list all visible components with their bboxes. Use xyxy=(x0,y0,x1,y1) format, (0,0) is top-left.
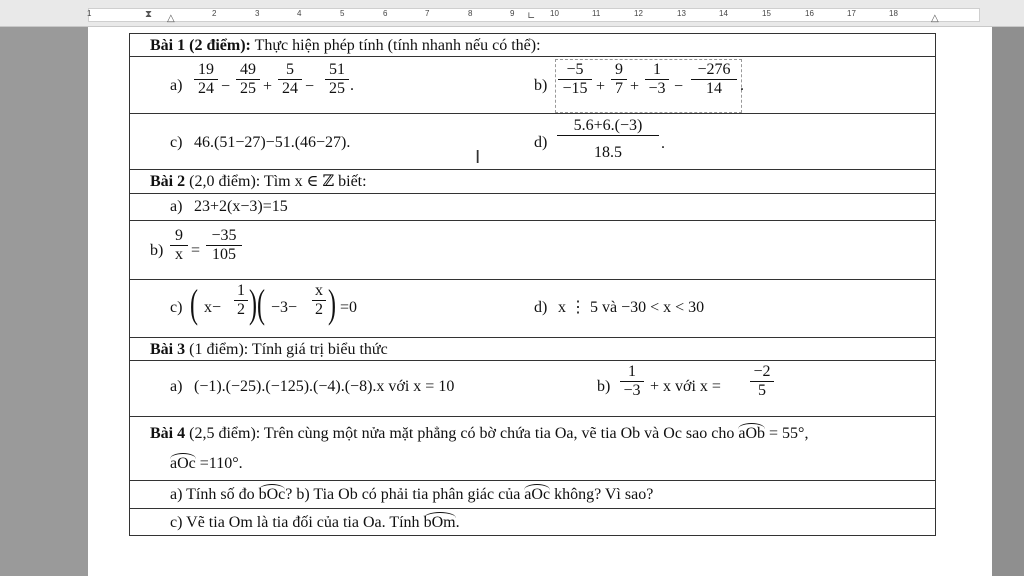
numerator: 19 xyxy=(194,61,218,80)
denominator: 5 xyxy=(758,382,766,399)
denominator: −3 xyxy=(648,80,666,97)
question-b: ? b) Tia Ob có phải tia phân giác của xyxy=(285,486,521,503)
ruler-number: 12 xyxy=(634,9,643,18)
text-cursor-icon: I xyxy=(475,147,481,168)
bai4-line2 xyxy=(170,455,243,473)
table-row xyxy=(129,33,936,56)
numerator: 49 xyxy=(236,61,260,80)
ruler-number: 15 xyxy=(762,9,771,18)
right-indent-icon[interactable]: △ xyxy=(931,13,939,24)
expression-part: x− xyxy=(204,299,222,316)
ruler-number: 2 xyxy=(212,9,217,18)
bai4-line1 xyxy=(150,425,808,443)
label-a: a) xyxy=(170,77,183,94)
paren-left: ( xyxy=(257,281,265,326)
numerator: −2 xyxy=(750,363,774,382)
label-c: c) xyxy=(170,299,183,316)
bai2-header xyxy=(150,173,367,191)
ruler-number: 17 xyxy=(847,9,856,18)
label-b: b) xyxy=(597,378,611,395)
fraction xyxy=(278,61,302,98)
numerator: 5.6+6.(−3) xyxy=(557,117,659,136)
denominator: 105 xyxy=(212,246,236,263)
question-c: c) Vẽ tia Om là tia đối của tia Oa. Tính xyxy=(170,514,420,531)
left-gutter xyxy=(0,27,88,576)
paren-right: ) xyxy=(249,281,257,326)
label-b: b) xyxy=(534,77,548,94)
fraction xyxy=(558,61,592,98)
bai2-title: Bài 2 xyxy=(150,173,186,190)
table-row xyxy=(129,337,936,360)
numerator: 9 xyxy=(170,227,188,246)
label-d: d) xyxy=(534,134,548,151)
indent-marker-icon[interactable]: ⧗ xyxy=(145,9,153,20)
ruler-number: 4 xyxy=(297,9,302,18)
bai4-title: Bài 4 xyxy=(150,425,186,442)
denominator: 14 xyxy=(706,80,722,97)
period: . xyxy=(740,77,744,94)
operator: = xyxy=(191,242,201,259)
bai1-title: Bài 1 (2 điểm): xyxy=(150,37,251,54)
expression-a: 23+2(x−3)=15 xyxy=(194,198,288,215)
denominator: 2 xyxy=(315,301,323,318)
bai4-question-ab xyxy=(170,486,653,504)
angle-aoc-value: =110°. xyxy=(199,455,243,472)
numerator: 1 xyxy=(620,363,644,382)
paren-left: ( xyxy=(190,281,198,326)
ruler-number: 3 xyxy=(255,9,260,18)
fraction xyxy=(194,61,218,98)
ruler-number: 7 xyxy=(425,9,430,18)
fraction xyxy=(170,227,188,264)
right-gutter xyxy=(992,27,1024,576)
ruler-number: 13 xyxy=(677,9,686,18)
paren-right: ) xyxy=(328,281,336,326)
numerator: 1 xyxy=(645,61,669,80)
denominator: 7 xyxy=(615,80,623,97)
operator: − xyxy=(221,78,231,95)
denominator: 18.5 xyxy=(594,144,622,161)
fraction xyxy=(557,117,659,162)
left-indent-icon[interactable]: △ xyxy=(167,13,175,24)
operator: + xyxy=(630,78,640,95)
ruler-number: 8 xyxy=(468,9,473,18)
fraction xyxy=(325,61,349,98)
denominator: 24 xyxy=(198,80,214,97)
denominator: −15 xyxy=(562,80,588,97)
period: . xyxy=(350,77,354,94)
numerator: 51 xyxy=(325,61,349,80)
denominator: x xyxy=(175,246,183,263)
label-b: b) xyxy=(150,242,164,259)
ruler-number: 6 xyxy=(383,9,388,18)
bai3-title: Bài 3 xyxy=(150,341,186,358)
fraction xyxy=(750,363,774,400)
fraction xyxy=(206,227,242,264)
table-row xyxy=(129,113,936,169)
ruler-number: 18 xyxy=(889,9,898,18)
denominator: 24 xyxy=(282,80,298,97)
bai2-description: (2,0 điểm): Tìm x ∈ ℤ biết: xyxy=(189,173,367,190)
label-a: a) xyxy=(170,198,183,215)
angle-bom: bOm xyxy=(423,514,456,531)
bai3-header xyxy=(150,341,388,359)
denominator: −3 xyxy=(623,382,641,399)
fraction xyxy=(645,61,669,98)
angle-aoc: aOc xyxy=(170,455,196,472)
numerator: −276 xyxy=(691,61,737,80)
ruler-number: 14 xyxy=(719,9,728,18)
denominator: 25 xyxy=(240,80,256,97)
ruler-number: 1 xyxy=(87,9,92,18)
bai1-description: Thực hiện phép tính (tính nhanh nếu có thể): xyxy=(254,37,541,54)
bai1-header xyxy=(150,37,541,55)
tab-stop-icon[interactable]: ∟ xyxy=(527,11,536,22)
operator: − xyxy=(674,78,684,95)
table-row xyxy=(129,360,936,416)
table-row xyxy=(129,480,936,508)
table-row xyxy=(129,508,936,536)
table-row xyxy=(129,220,936,279)
angle-boc: bOc xyxy=(258,486,286,503)
bai3-description: (1 điểm): Tính giá trị biểu thức xyxy=(189,341,388,358)
period: . xyxy=(455,514,460,531)
angle-aob-value: = 55°, xyxy=(769,425,809,442)
horizontal-ruler[interactable] xyxy=(0,0,1024,27)
expression-a: (−1).(−25).(−125).(−4).(−8).x với x = 10 xyxy=(194,378,455,395)
operator: + xyxy=(596,78,606,95)
fraction xyxy=(620,363,644,400)
expression-c: 46.(51−27)−51.(46−27). xyxy=(194,134,351,151)
table-row xyxy=(129,416,936,480)
bai4-description: (2,5 điểm): Trên cùng một nửa mặt phẳng có bờ chứa tia Oa, vẽ tia Ob và Oc sao cho xyxy=(189,425,735,442)
numerator: x xyxy=(312,282,326,301)
ruler-number: 9 xyxy=(510,9,515,18)
table-row xyxy=(129,193,936,220)
ruler-number: 5 xyxy=(340,9,345,18)
denominator: 2 xyxy=(237,301,245,318)
angle-aoc: aOc xyxy=(524,486,551,503)
fraction xyxy=(234,282,248,319)
label-a: a) xyxy=(170,378,183,395)
ruler-number: 10 xyxy=(550,9,559,18)
label-d: d) xyxy=(534,299,548,316)
bai4-question-c xyxy=(170,514,460,532)
denominator: 25 xyxy=(329,80,345,97)
fraction xyxy=(611,61,627,98)
question-b-end: không? Vì sao? xyxy=(554,486,654,503)
numerator: −5 xyxy=(558,61,592,80)
operator: + xyxy=(263,78,273,95)
fraction xyxy=(312,282,326,319)
question-a: a) Tính số đo xyxy=(170,486,255,503)
fraction xyxy=(691,61,737,98)
table-row xyxy=(129,279,936,337)
expression-part: −3− xyxy=(271,299,298,316)
expression-part: =0 xyxy=(340,299,358,316)
expression-d: x ⋮ 5 và −30 < x < 30 xyxy=(558,299,705,316)
ruler-number: 16 xyxy=(805,9,814,18)
numerator: −35 xyxy=(206,227,242,246)
numerator: 5 xyxy=(278,61,302,80)
operator: − xyxy=(305,78,315,95)
ruler-number: 11 xyxy=(592,9,601,18)
period: . xyxy=(661,135,665,152)
table-row xyxy=(129,56,936,113)
numerator: 9 xyxy=(611,61,627,80)
numerator: 1 xyxy=(234,282,248,301)
fraction xyxy=(236,61,260,98)
angle-aob: aOb xyxy=(738,425,766,442)
table-row xyxy=(129,169,936,193)
label-c: c) xyxy=(170,134,183,151)
expression-b: + x với x = xyxy=(650,378,721,395)
